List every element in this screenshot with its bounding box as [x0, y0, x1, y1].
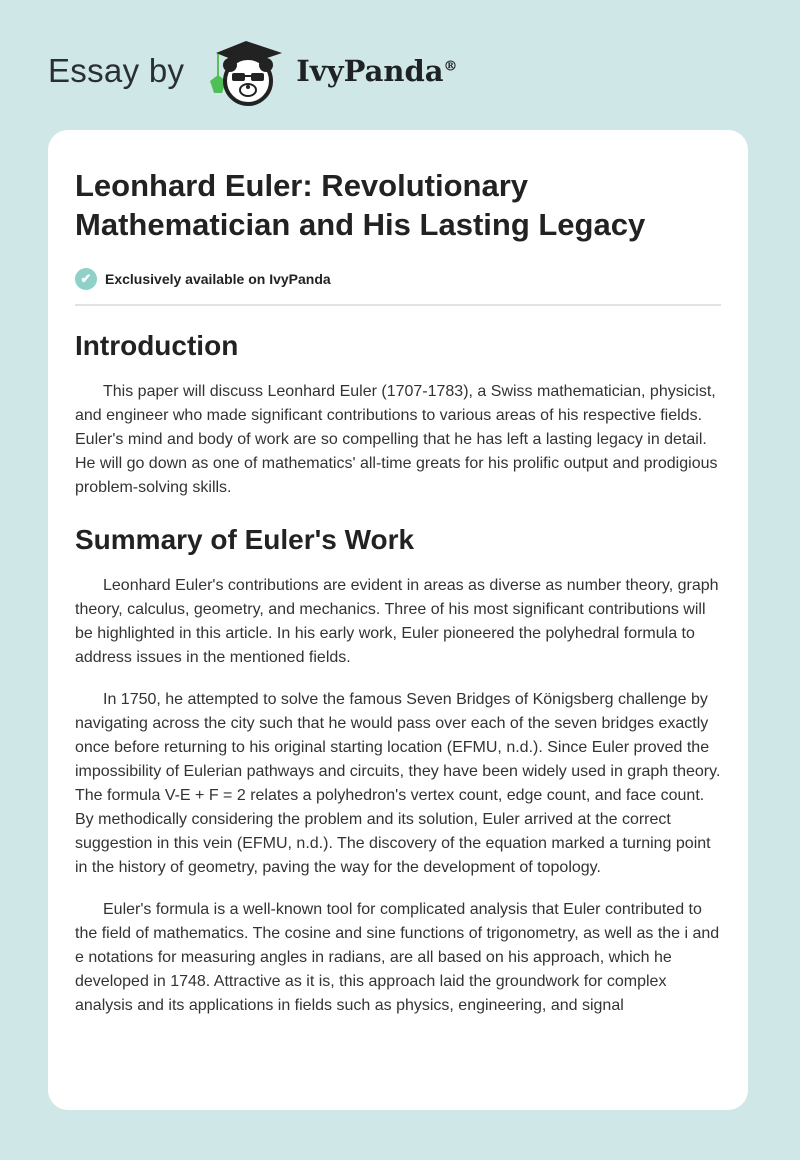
essay-title: Leonhard Euler: Revolutionary Mathematician and His Lasting Legacy [75, 168, 646, 242]
registered-mark: ® [443, 58, 458, 75]
site-header [48, 36, 458, 106]
ivypanda-logo-icon[interactable] [204, 35, 288, 107]
section-heading: Summary of Euler's Work [75, 524, 415, 555]
checkmark-icon: ✔ [75, 268, 97, 290]
exclusive-badge [75, 268, 721, 290]
exclusive-text: Exclusively available on IvyPanda [105, 271, 331, 287]
divider [75, 304, 721, 306]
essay-card [48, 130, 748, 1110]
brand-text: IvyPanda [296, 54, 444, 88]
paragraph: In 1750, he attempted to solve the famous Seven Bridges of Königsberg challenge by navigating across the city such that he would pass over each of the seven bridges exactly once before returning to his original starting location (EFMU, n.d.). Since Euler proved the impossibility of Eulerian pathways and circuits, they have been widely used in graph theory. The formula V-E + F = 2 relates a polyhedron's vertex count, edge count, and face count. By methodically considering the problem and its solution, Euler arrived at the correct suggestion in this vein (EFMU, n.d.). The discovery of the equation marked a turning point in the history of geometry, paving the way for the development of topology. [75, 691, 721, 876]
paragraph: Euler's formula is a well-known tool for complicated analysis that Euler contributed to the field of mathematics. The cosine and sine functions of trigonometry, as well as the i and e notations for measuring angles in radians, are all based on his approach, which he developed in 1748. Attractive as it is, this approach laid the groundwork for complex analysis and its applications in fields such as physics, engineering, and signal [75, 901, 720, 1014]
paragraph: This paper will discuss Leonhard Euler (1707-1783), a Swiss mathematician, physicist, and engineer who made significant contributions to various areas of his respective fields. Euler's mind and body of work are so compelling that he has left a lasting legacy in detail. He will go down as one of mathematics' all-time greats for his prolific output and prodigious problem-solving skills. [75, 383, 718, 496]
essay-by-label: Essay by [48, 52, 185, 89]
paragraph: Leonhard Euler's contributions are evident in areas as diverse as number theory, graph theory, calculus, geometry, and mechanics. Three of his most significant contributions will be highlighted in this article. In his early work, Euler pioneered the polyhedral formula to address issues in the mentioned fields. [75, 577, 719, 666]
section-heading: Introduction [75, 330, 239, 361]
brand-name[interactable] [296, 54, 457, 88]
